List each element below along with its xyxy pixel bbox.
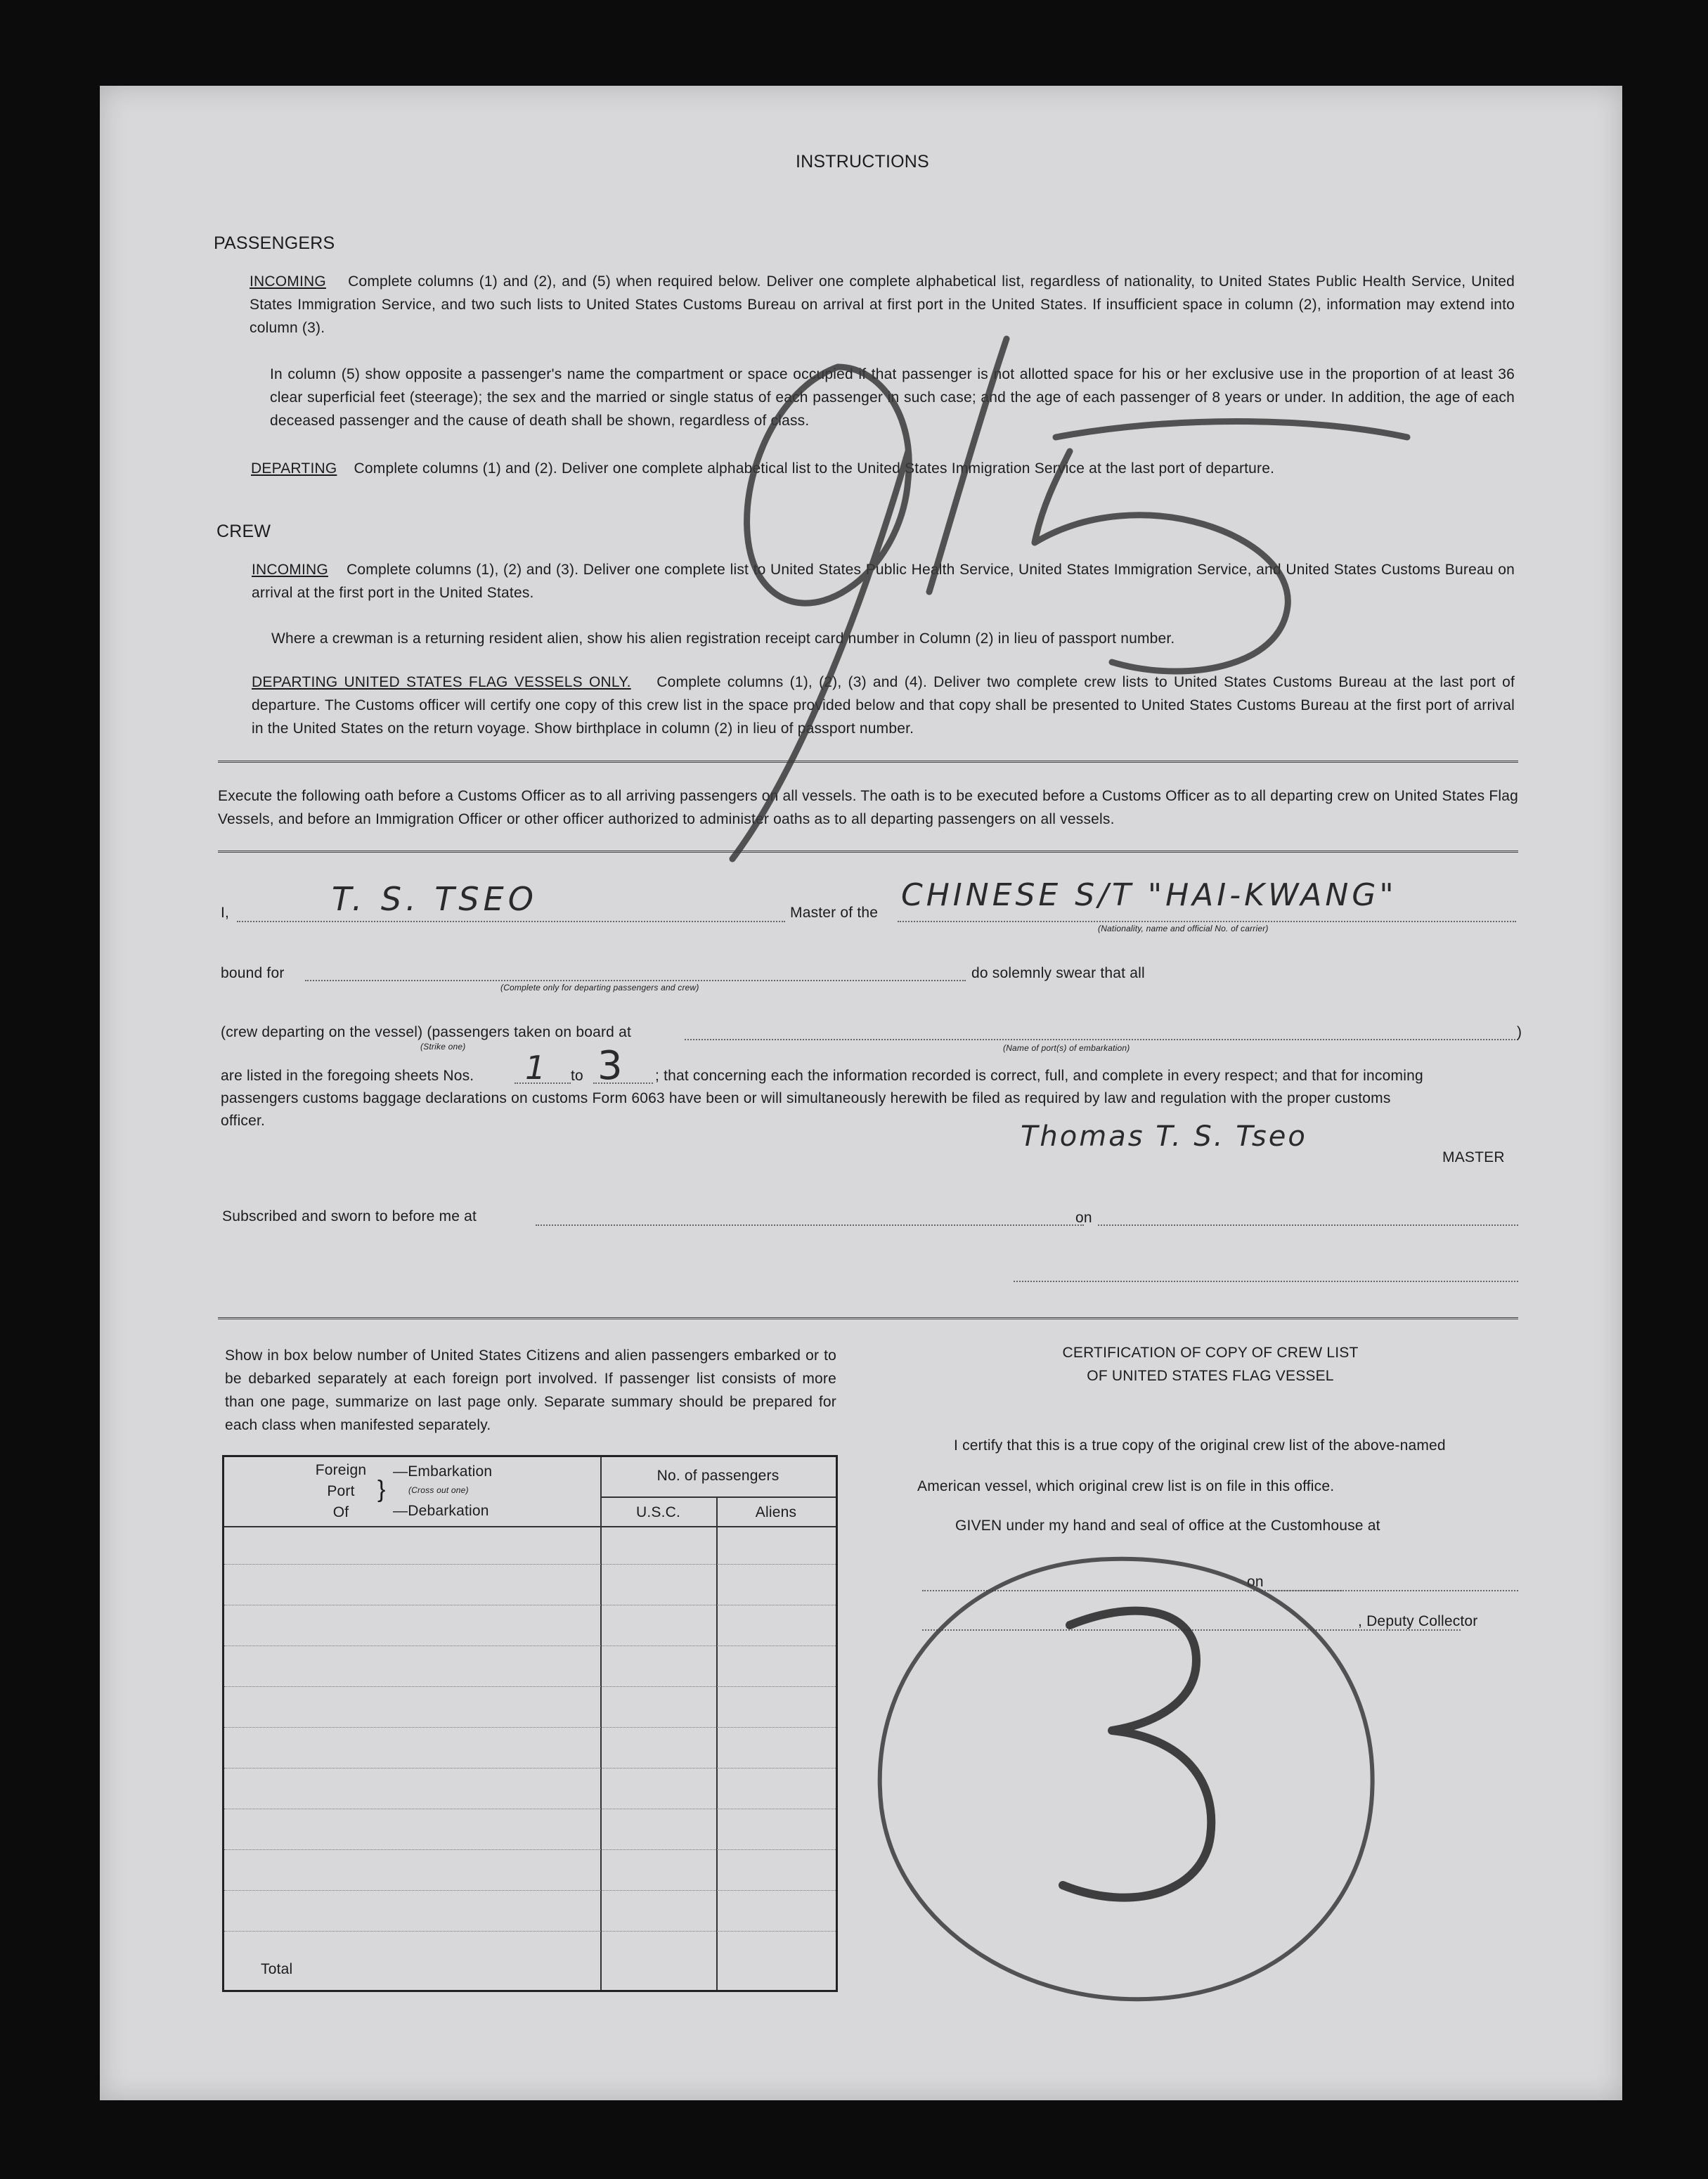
crew-departing-label: DEPARTING UNITED STATES FLAG VESSELS ONLY. — [252, 674, 631, 690]
table-row-rule — [224, 1564, 836, 1565]
circled-number-annotation — [1112, 1773, 1113, 1796]
to-label: to — [571, 1068, 583, 1084]
certification-on-label: on — [1247, 1574, 1264, 1590]
baggage-text: passengers customs baggage declarations on customs Form 6063 have been or will simultaneously herewith be filed as required by law and regulation with the proper customs — [221, 1090, 1391, 1106]
vessel-caption: (Nationality, name and official No. of carrier) — [1098, 924, 1269, 933]
col-usc: U.S.C. — [635, 1504, 681, 1520]
listed-rest: ; that concerning each the information recorded is correct, full, and complete in every respect; and that for incoming — [655, 1068, 1423, 1084]
vessel-handwritten: CHINESE S/T "HAI-KWANG" — [901, 877, 1397, 913]
brace-icon: } — [377, 1476, 386, 1503]
bound-for-line — [305, 980, 966, 981]
bound-caption: (Complete only for departing passengers and crew) — [500, 983, 699, 992]
col-port-label: Port — [327, 1483, 355, 1499]
master-signature: Thomas T. S. Tseo — [1021, 1120, 1307, 1153]
swear-label: do solemnly swear that all — [971, 965, 1145, 981]
crew-incoming-text: Complete columns (1), (2) and (3). Deliver one complete list to United States Public Health Service, United States Immigration Service, and United States Customs Bureau on arrival at the first port in the United States. — [252, 562, 1515, 601]
passengers-incoming-block — [250, 270, 1515, 340]
subscribed-label: Subscribed and sworn to before me at — [222, 1208, 477, 1224]
divider — [218, 851, 1518, 855]
col-foreign — [313, 1460, 369, 1523]
passenger-summary-table — [222, 1455, 838, 1992]
sheet-from-handwritten: 1 — [525, 1049, 550, 1087]
passengers-incoming-text: Complete columns (1) and (2), and (5) when required below. Deliver one complete alphabetical list, regardless of nationality, to United States Public Health Service, United States Immigration Service, and two such lists to United States Customs Bureau on arrival at first port in the United States. If insufficient space in column (2), information may extend into column (3). — [250, 273, 1515, 336]
col-no-passengers: No. of passengers — [656, 1468, 779, 1484]
table-row-rule — [224, 1849, 836, 1850]
master-of-label: Master of the — [790, 905, 879, 921]
passengers-heading: PASSENGERS — [214, 233, 335, 253]
master-name-line — [237, 921, 785, 922]
table-row-rule — [224, 1727, 836, 1728]
crew-incoming-block — [252, 558, 1515, 604]
deputy-collector-label: , Deputy Collector — [1358, 1613, 1478, 1629]
circle-mark — [880, 1559, 1373, 1999]
certify-line2: American vessel, which original crew list is on file in this office. — [917, 1478, 1335, 1494]
summary-instructions: Show in box below number of United States Citizens and alien passengers embarked or to be debarked separately at each foreign port involved. If passenger list consists of more than one page, summarize on last page only. Separate summary should be prepared for each class when manifested separately. — [225, 1347, 836, 1433]
divider — [218, 1317, 1518, 1322]
table-row-rule — [224, 1890, 836, 1891]
column-divider — [600, 1457, 602, 1990]
master-label: MASTER — [1442, 1149, 1505, 1165]
master-name-handwritten: T. S. TSEO — [332, 880, 538, 918]
embarkation-port-line — [685, 1039, 1518, 1040]
officer-word: officer. — [221, 1113, 266, 1129]
sheet-to-handwritten: 3 — [597, 1043, 627, 1089]
total-label: Total — [261, 1961, 293, 1977]
given-line: GIVEN under my hand and seal of office at the Customhouse at — [955, 1518, 1380, 1534]
table-row-rule — [224, 1645, 836, 1646]
close-paren: ) — [1517, 1024, 1522, 1040]
subscribed-place-line — [536, 1224, 1084, 1226]
crew-resident-text: Where a crewman is a returning resident alien, show his alien registration receipt card number in Column (2) in lieu of passport number. — [271, 631, 1175, 647]
circled-three-stroke — [1063, 1611, 1211, 1898]
table-row-rule — [224, 1686, 836, 1687]
strike-caption: (Strike one) — [420, 1042, 466, 1052]
col-debarkation: —Debarkation — [393, 1503, 489, 1519]
passengers-departing-label: DEPARTING — [251, 460, 337, 477]
column-divider — [716, 1496, 718, 1990]
divider — [218, 761, 1518, 765]
col-foreign-label: Foreign — [315, 1462, 367, 1478]
col-cross-out: (Cross out one) — [408, 1485, 469, 1495]
crew-heading: CREW — [216, 522, 271, 541]
page-title: INSTRUCTIONS — [796, 152, 929, 172]
passengers-departing-block — [251, 457, 1516, 480]
passengers-departing-text: Complete columns (1) and (2). Deliver one complete alphabetical list to the United States Immigration Service at the last port of departure. — [354, 460, 1275, 477]
crew-departing-block — [252, 671, 1515, 740]
table-row-rule — [224, 1931, 836, 1932]
certification-title — [1056, 1341, 1365, 1388]
header-bottom-rule — [224, 1526, 836, 1527]
col-aliens: Aliens — [755, 1504, 797, 1520]
port-caption: (Name of port(s) of embarkation) — [1003, 1043, 1130, 1053]
col-of-label: Of — [332, 1504, 349, 1520]
passengers-column5-text: In column (5) show opposite a passenger's name the compartment or space occupied if that passenger is not allotted space for his or her exclusive use in the proportion of at least 36 clear superficial feet (steerage); the sex and the married or single status of each passenger in such case; and the age of each passenger of 8 years or under. In addition, the age of each deceased passenger and the cause of death shall be shown, regardless of class. — [270, 366, 1515, 429]
passengers-incoming-label: INCOMING — [250, 273, 326, 290]
crew-departing-text: Complete columns (1), (2), (3) and (4). Deliver two complete crew lists to United States Customs Bureau at the last port of departure. The Customs officer will certify one copy of this crew list in the space provided below and that copy shall be presented to United States Customs Bureau at the first port of arrival in the United States on the return voyage. Show birthplace in column (2) in lieu of passport number. — [252, 674, 1515, 737]
vessel-line — [898, 921, 1516, 922]
big-number-annotation — [954, 353, 955, 376]
col-embarkation: —Embarkation — [393, 1463, 493, 1480]
document-page — [100, 86, 1622, 2100]
subscribed-on-label: on — [1075, 1210, 1092, 1226]
bound-for-label: bound for — [221, 965, 285, 981]
listed-label: are listed in the foregoing sheets Nos. — [221, 1068, 474, 1084]
crew-incoming-label: INCOMING — [252, 562, 328, 578]
certification-date-line — [1269, 1590, 1518, 1591]
certification-title-line1: CERTIFICATION OF COPY OF CREW LIST — [1062, 1345, 1359, 1361]
crew-passengers-line: (crew departing on the vessel) (passengers taken on board at — [221, 1024, 631, 1040]
oath-intro: Execute the following oath before a Customs Officer as to all arriving passengers on all vessels. The oath is to be executed before a Customs Officer as to all departing crew on United States Flag Vessels, and before an Immigration Officer or other officer authorized to administer oaths as to all departing passengers on all vessels. — [218, 788, 1518, 827]
certification-title-line2: OF UNITED STATES FLAG VESSEL — [1087, 1368, 1334, 1384]
officer-signature-line — [1014, 1281, 1518, 1282]
certify-line1: I certify that this is a true copy of the original crew list of the above-named — [954, 1437, 1446, 1454]
header-divider — [600, 1496, 836, 1498]
subscribed-date-line — [1098, 1224, 1518, 1226]
table-row-rule — [224, 1768, 836, 1769]
oath-i-label: I, — [221, 905, 230, 921]
